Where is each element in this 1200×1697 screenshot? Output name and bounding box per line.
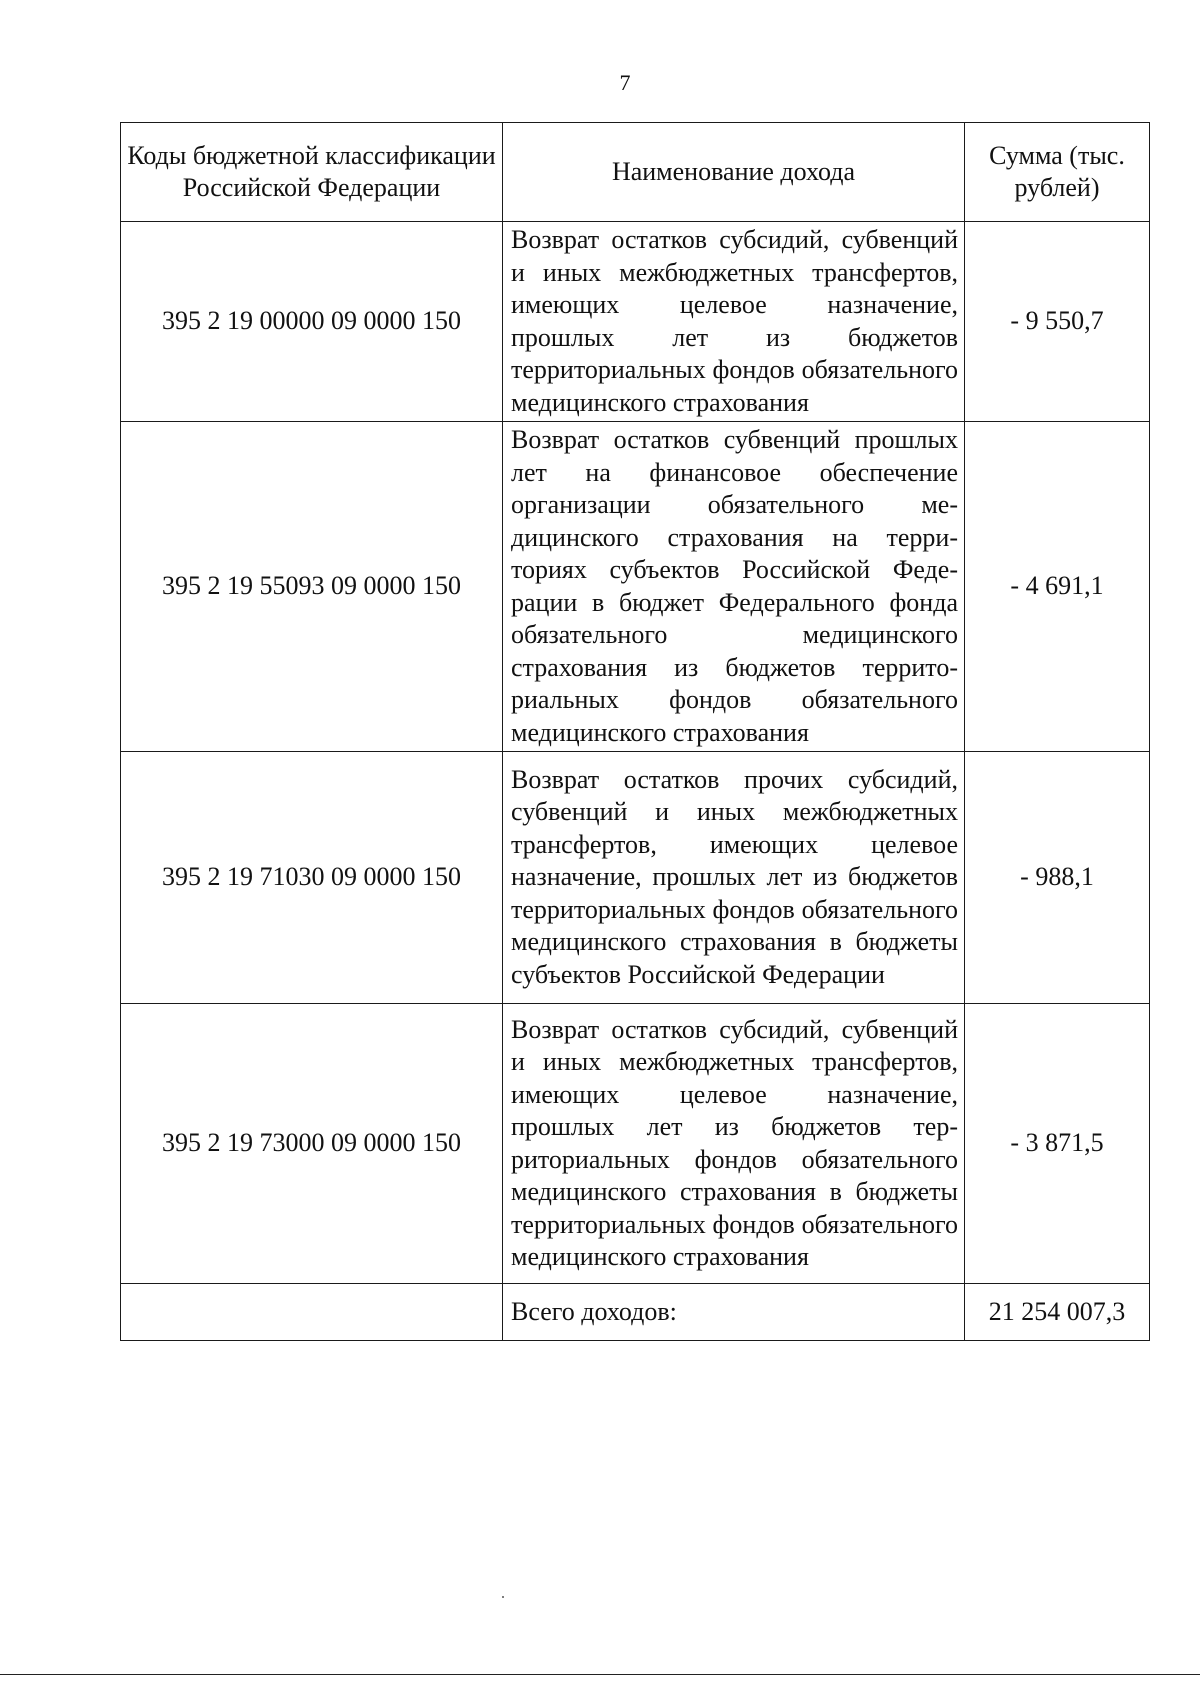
row-sum: - 4 691,1: [965, 422, 1150, 752]
row-code: 395 2 19 00000 09 0000 150: [121, 222, 503, 422]
table-header-row: [121, 123, 1150, 222]
row-sum: - 9 550,7: [965, 222, 1150, 422]
row-sum: - 988,1: [965, 752, 1150, 1004]
header-sum: Сумма (тыс. рублей): [965, 123, 1150, 222]
row-code: 395 2 19 55093 09 0000 150: [121, 422, 503, 752]
header-name: Наименование дохода: [503, 123, 965, 222]
row-name: Возврат остатков субсидий, субвенций и иных межбюджетных трансфертов, имеющих целевое назначение, прошлых лет из бюджетов территориальных фондов обязательного медицинского страхования: [503, 222, 965, 422]
table-row: [121, 422, 1150, 752]
row-code: 395 2 19 71030 09 0000 150: [121, 752, 503, 1004]
total-label: Всего доходов:: [503, 1284, 965, 1341]
row-name: Возврат остатков субсидий, субвенций и иных межбюджетных трансфертов, имеющих целевое назначение, прошлых лет из бюджетов территориальных фондов обязательного медицинского страхования в бюджеты территориальных фондов обязательного медицинского страхования: [503, 1004, 965, 1284]
total-code: [121, 1284, 503, 1341]
revenue-table: [120, 122, 1150, 1341]
row-name: Возврат остатков прочих субсидий, субвенций и иных межбюджетных трансфертов, имеющих целевое назначение, прошлых лет из бюджетов территориальных фондов обязательного медицинского страхования в бюджеты субъектов Российской Федерации: [503, 752, 965, 1004]
total-row: [121, 1284, 1150, 1341]
footer-rule: [0, 1674, 1200, 1675]
total-sum: 21 254 007,3: [965, 1284, 1150, 1341]
header-code: Коды бюджетной классификации Российской Федерации: [121, 123, 503, 222]
table-row: [121, 752, 1150, 1004]
scan-dot: [502, 1596, 504, 1598]
table-row: [121, 222, 1150, 422]
row-code: 395 2 19 73000 09 0000 150: [121, 1004, 503, 1284]
row-sum: - 3 871,5: [965, 1004, 1150, 1284]
row-name: Возврат остатков субвенций прошлых лет на финансовое обеспечение организации обязательного медицинского страхования на территориях субъектов Российской Федерации в бюджет Федерального фонда обязательного медицинского страхования из бюджетов территориальных фондов обязательного медицинского страхования: [503, 422, 965, 752]
page-number: 7: [619, 70, 631, 95]
table-row: [121, 1004, 1150, 1284]
